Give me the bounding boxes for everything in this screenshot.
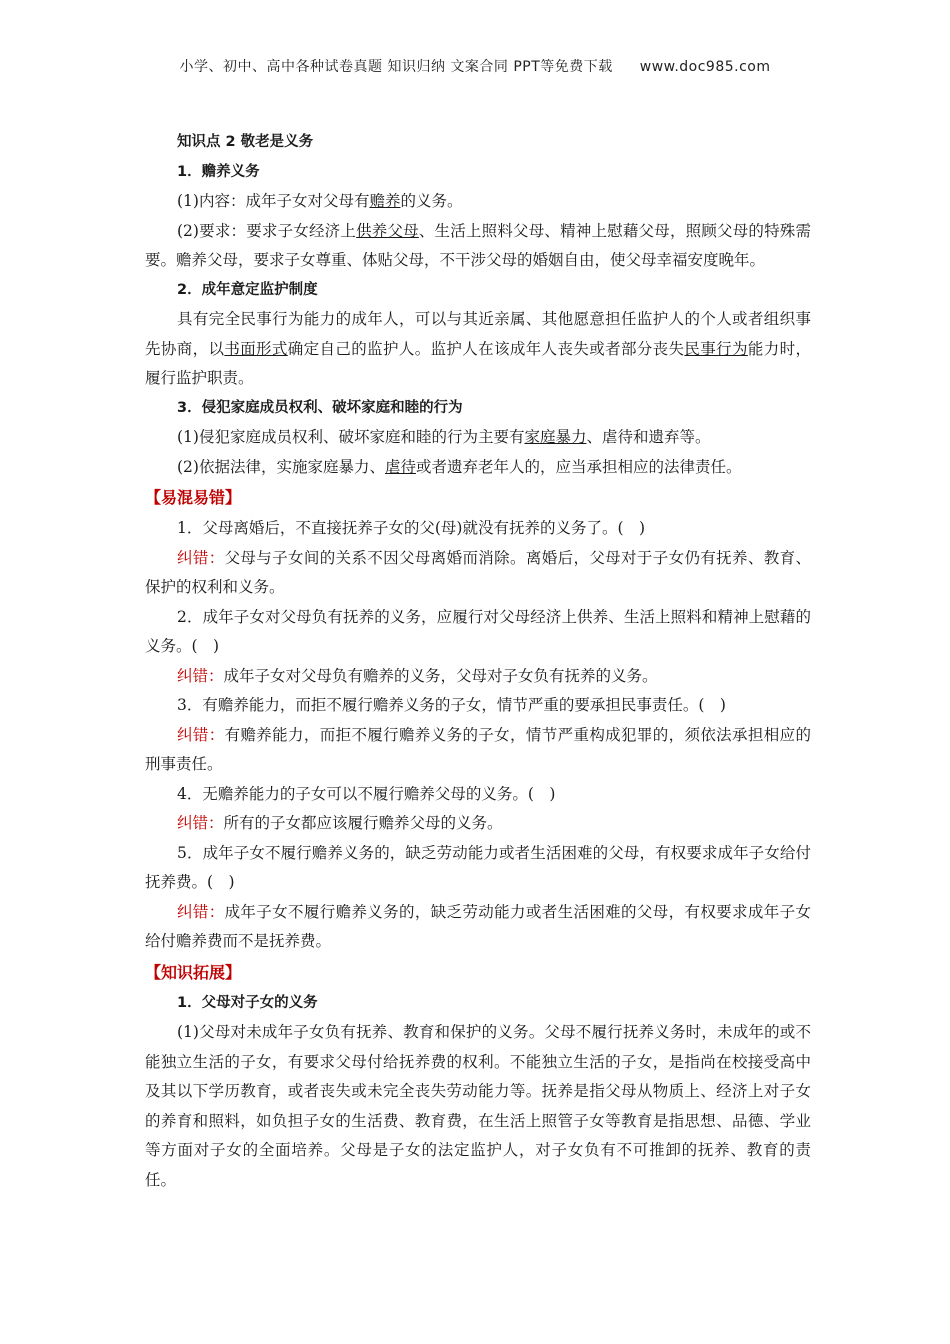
question-item: 1．父母离婚后，不直接抚养子女的父(母)就没有抚养的义务了。( ) bbox=[177, 519, 646, 537]
page-header bbox=[0, 56, 950, 76]
expand-paragraph: (1)父母对未成年子女负有抚养、教育和保护的义务。父母不履行抚养义务时，未成年的或不能独立生活的子女，有要求父母付给抚养费的权利。不能独立生活的子女，是指尚在校接受高中及其以下学历教育，或者丧失或未完全丧失劳动能力等。抚养是指父母从物质上、经济上对子女的养育和照料，如负担子女的生活费、教育费，在生活上照管子女等教育是指思想、品德、学业等方面对子女的全面培养。父母是子女的法定监护人，对子女负有不可推卸的抚养、教育的责任。 bbox=[145, 1023, 811, 1189]
paragraph-behaviors: (1)侵犯家庭成员权利、破坏家庭和睦的行为主要有家庭暴力、虐待和遗弃等。 bbox=[177, 428, 711, 446]
subsection-title-3: 3．侵犯家庭成员权利、破坏家庭和睦的行为 bbox=[177, 399, 463, 416]
correction-label: 纠错： bbox=[177, 814, 224, 832]
paragraph-liability: (2)依据法律，实施家庭暴力、虐待或者遗弃老年人的，应当承担相应的法律责任。 bbox=[177, 457, 742, 476]
paragraph-guardianship: 具有完全民事行为能力的成年人，可以与其近亲属、其他愿意担任监护人的个人或者组织事先协商，以书面形式确定自己的监护人。监护人在该成年人丧失或者部分丧失民事行为能力时，履行监护职责。 bbox=[145, 310, 811, 387]
underlined-term: 书面形式 bbox=[224, 339, 288, 358]
correction-item: 纠错：成年子女不履行赡养义务的，缺乏劳动能力或者生活困难的父母，有权要求成年子女给付赡养费而不是抚养费。 bbox=[145, 902, 811, 950]
correction-item: 纠错：父母与子女间的关系不因父母离婚而消除。离婚后，父母对于子女仍有抚养、教育、保护的权利和义务。 bbox=[145, 548, 811, 596]
expand-title: 1．父母对子女的义务 bbox=[177, 994, 318, 1011]
confuse-badge: 【易混易错】 bbox=[145, 488, 242, 507]
subsection-title-2: 2．成年意定监护制度 bbox=[177, 281, 318, 298]
document-body bbox=[145, 128, 811, 1195]
underlined-term: 供养父母 bbox=[356, 221, 419, 240]
paragraph-content: (1)内容：成年子女对父母有赡养的义务。 bbox=[177, 192, 463, 210]
question-item: 5．成年子女不履行赡养义务的，缺乏劳动能力或者生活困难的父母，有权要求成年子女给付抚养费。( ) bbox=[145, 843, 811, 891]
underlined-term: 虐待 bbox=[384, 457, 416, 476]
question-item: 3．有赡养能力，而拒不履行赡养义务的子女，情节严重的要承担民事责任。( ) bbox=[177, 696, 726, 714]
question-item: 2．成年子女对父母负有抚养的义务，应履行对父母经济上供养、生活上照料和精神上慰藉的义务。( ) bbox=[145, 607, 811, 655]
correction-label: 纠错： bbox=[177, 725, 225, 744]
paragraph-requirement: (2)要求：要求子女经济上供养父母、生活上照料父母、精神上慰藉父母，照顾父母的特殊需要。赡养父母，要求子女尊重、体贴父母，不干涉父母的婚姻自由，使父母幸福安度晚年。 bbox=[145, 221, 811, 269]
correction-label: 纠错： bbox=[177, 902, 225, 921]
underlined-term: 赡养 bbox=[369, 192, 401, 210]
correction-label: 纠错： bbox=[177, 548, 225, 567]
question-item: 4．无赡养能力的子女可以不履行赡养父母的义务。( ) bbox=[177, 784, 556, 803]
header-site: www.doc985.com bbox=[639, 59, 771, 75]
correction-item: 纠错：所有的子女都应该履行赡养父母的义务。 bbox=[177, 814, 503, 832]
underlined-term: 民事行为 bbox=[684, 339, 748, 358]
correction-item: 纠错：有赡养能力，而拒不履行赡养义务的子女，情节严重构成犯罪的，须依法承担相应的刑事责任。 bbox=[145, 725, 811, 773]
correction-item: 纠错：成年子女对父母负有赡养的义务，父母对子女负有抚养的义务。 bbox=[177, 666, 658, 685]
underlined-term: 家庭暴力 bbox=[524, 428, 587, 446]
section-title-k2: 知识点 2 敬老是义务 bbox=[177, 134, 314, 150]
header-text: 小学、初中、高中各种试卷真题 知识归纳 文案合同 PPT等免费下载 bbox=[179, 59, 613, 75]
correction-label: 纠错： bbox=[177, 666, 224, 685]
subsection-title-1: 1．赡养义务 bbox=[177, 163, 260, 180]
expand-badge: 【知识拓展】 bbox=[145, 962, 242, 982]
